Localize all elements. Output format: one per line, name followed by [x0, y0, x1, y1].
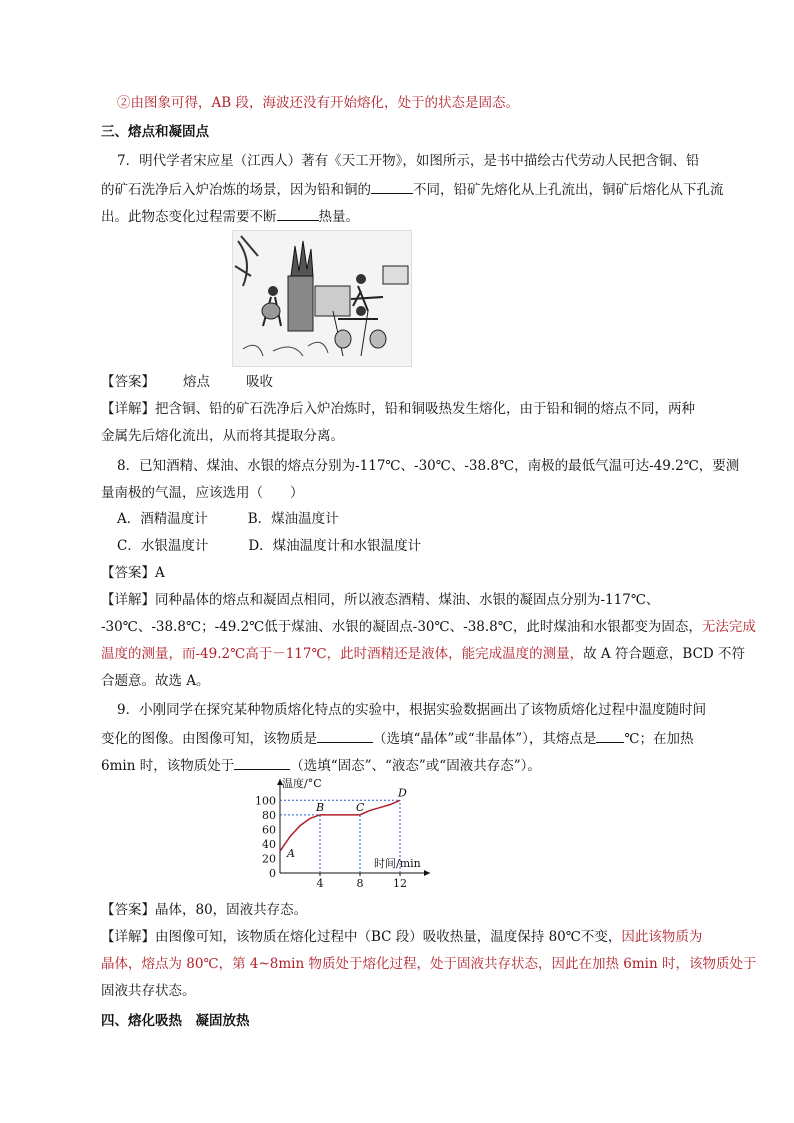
x-axis-arrow — [424, 870, 430, 876]
q7-blank2 — [277, 206, 319, 221]
option-d: D．煤油温度计和水银温度计 — [248, 538, 422, 554]
q7-line1: 7．明代学者宋应星（江西人）著有《天工开物》，如图所示，是书中描绘古代劳动人民把含铜、铅 — [117, 153, 700, 169]
q9-line2: 变化的图像。由图像可知，该物质是 （选填“晶体”或“非晶体”），其熔点是 ℃；在加热 — [101, 728, 693, 749]
point-label-D: D — [398, 786, 407, 800]
q9-detail-line2: 晶体，熔点为 80℃，第 4~8min 物质处于熔化过程，处于固液共存状态，因此在加热 6min 时，该物质处于 — [101, 956, 757, 972]
y-tick-label: 80 — [262, 808, 276, 822]
y-axis-label: 温度/°C — [282, 777, 322, 790]
x-tick-label: 4 — [316, 877, 324, 890]
answer-tag: 【答案】 — [101, 374, 155, 390]
detail-tag: 【详解】 — [101, 401, 155, 417]
q8-detail-line4: 合题意。故选 A。 — [101, 673, 210, 689]
q7-line2: 的矿石洗净后入炉冶炼的场景，因为铅和铜的 不同，铅矿先熔化从上孔流出，铜矿后熔化从下孔流 — [101, 179, 724, 200]
x-tick-label: 12 — [393, 877, 407, 890]
q8-line1: 8．已知酒精、煤油、水银的熔点分别为-117℃、-30℃、-38.8℃，南极的最低气温可达-49.2℃，要测 — [117, 458, 740, 474]
q7-detail-line2: 金属先后熔化流出，从而将其提取分离。 — [101, 428, 344, 444]
q9-detail-line3: 固液共存状态。 — [101, 983, 196, 999]
q8-options-ab — [117, 509, 339, 529]
tiangong-kaiwu-illustration — [232, 230, 412, 367]
y-tick-label: 0 — [269, 867, 276, 880]
q7-detail-line1: 【详解】把含铜、铅的矿石洗净后入炉冶炼时，铅和铜吸热发生熔化，由于铅和铜的熔点不同，两种 — [101, 401, 695, 417]
x-axis-label: 时间/min — [374, 857, 421, 870]
q9-detail-line1: 【详解】由图像可知，该物质在熔化过程中（BC 段）吸收热量，温度保持 80℃不变，因此该物质为 — [101, 929, 703, 945]
y-tick-label: 20 — [262, 852, 276, 866]
q9-line3: 6min 时，该物质处于 （选填“固态”、“液态”或“固液共存态”）。 — [101, 755, 541, 776]
y-tick-label: 40 — [262, 837, 276, 851]
q7-line3: 出。此物态变化过程需要不断 热量。 — [101, 206, 359, 227]
q7-blank1 — [371, 179, 413, 194]
point-label-B: B — [316, 800, 325, 814]
q8-detail-line3: 温度的测量，而-49.2℃高于－117℃，此时酒精还是液体，能完成温度的测量，故 A 符合题意，BCD 不符 — [101, 646, 746, 662]
option-b: B．煤油温度计 — [247, 511, 339, 527]
section-4-title: 四、熔化吸热 凝固放热 — [101, 1013, 250, 1029]
q9-line1: 9．小刚同学在探究某种物质熔化特点的实验中，根据实验数据画出了该物质熔化过程中温度随时间 — [117, 702, 707, 718]
series-line — [280, 800, 400, 851]
point-label-C: C — [356, 800, 365, 814]
q9-blank3 — [234, 755, 290, 770]
q8-options-cd — [117, 536, 421, 556]
y-tick-label: 100 — [255, 794, 276, 808]
temperature-time-chart — [240, 775, 440, 893]
q9-blank1 — [317, 728, 373, 743]
point-label-A: A — [287, 847, 295, 861]
q7-answer: 【答案】 熔点 吸收 — [101, 374, 273, 390]
prev-answer-line: ②由图象可得，AB 段，海波还没有开始熔化，处于的状态是固态。 — [117, 95, 519, 111]
q9-answer: 【答案】晶体，80，固液共存态。 — [101, 902, 308, 918]
option-c: C．水银温度计 — [117, 538, 209, 554]
x-tick-label: 8 — [356, 877, 364, 890]
section-3-title: 三、熔点和凝固点 — [101, 124, 209, 140]
option-a: A．酒精温度计 — [117, 511, 208, 527]
q9-blank2 — [596, 728, 624, 743]
q8-answer: 【答案】A — [101, 565, 165, 581]
y-tick-label: 60 — [262, 823, 276, 837]
q8-line2: 量南极的气温，应该选用（ ） — [101, 485, 304, 501]
q8-detail-line2: -30℃、-38.8℃；-49.2℃低于煤油、水银的凝固点-30℃、-38.8℃，此时煤油和水银都变为固态，无法完成 — [101, 619, 756, 635]
q8-detail-line1: 【详解】同种晶体的熔点和凝固点相同，所以液态酒精、煤油、水银的凝固点分别为-117℃、 — [101, 592, 660, 608]
